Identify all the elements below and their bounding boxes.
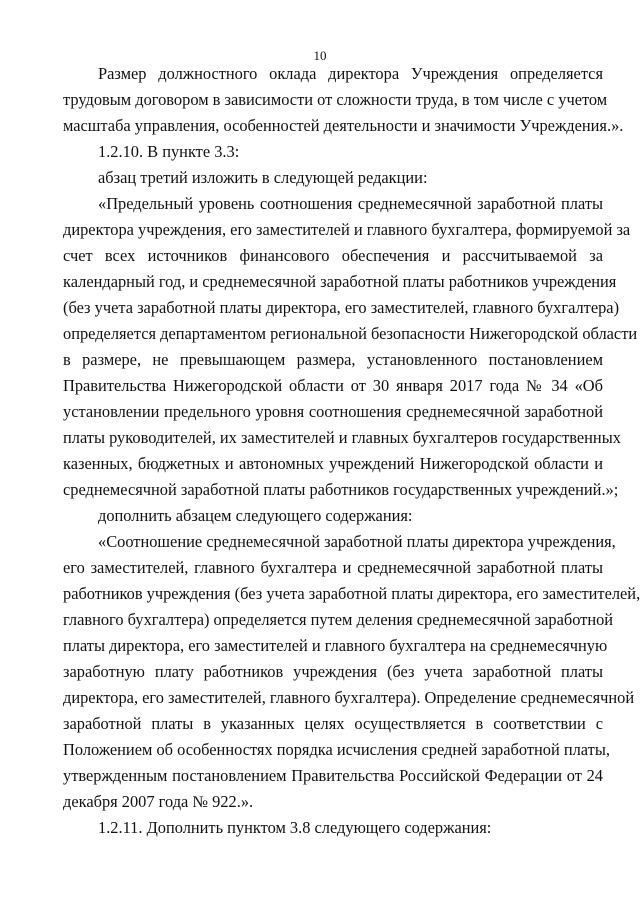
- text-line: главного бухгалтера) определяется путем деления среднемесячной заработной: [63, 610, 614, 629]
- section-heading: 1.2.11. Дополнить пунктом 3.8 следующего содержания:: [98, 818, 492, 837]
- text-line: директора, его заместителей, главного бухгалтера). Определение среднемесячной: [63, 688, 635, 707]
- text-line: счет всех источников финансового обеспечения и рассчитываемой за: [63, 246, 603, 265]
- text-line: Размер должностного оклада директора Учреждения определяется: [98, 64, 603, 83]
- page-number: 10: [313, 48, 327, 63]
- text-line: установлении предельного уровня соотношения среднемесячной заработной: [63, 402, 603, 421]
- text-line: казенных, бюджетных и автономных учреждений Нижегородской области и: [63, 454, 603, 473]
- text-line: Правительства Нижегородской области от 30 января 2017 года № 34 «Об: [63, 376, 603, 395]
- text-line: календарный год, и среднемесячной заработной платы работников учреждения: [63, 272, 617, 291]
- text-line: работников учреждения (без учета заработной платы директора, его заместителей,: [63, 584, 640, 603]
- text-line: «Соотношение среднемесячной заработной платы директора учреждения,: [98, 532, 616, 551]
- text-line: его заместителей, главного бухгалтера и среднемесячной заработной платы: [63, 558, 603, 577]
- text-line: (без учета заработной платы директора, его заместителей, главного бухгалтера): [63, 298, 620, 317]
- text-line: Положением об особенностях порядка исчисления средней заработной платы,: [63, 740, 610, 759]
- text-line: утвержденным постановлением Правительства Российской Федерации от 24: [63, 766, 603, 785]
- text-line: среднемесячной заработной платы работников государственных учреждений.»;: [63, 480, 619, 499]
- text-line: платы руководителей, их заместителей и главных бухгалтеров государственных: [63, 428, 621, 447]
- text-line: декабря 2007 года № 922.».: [63, 792, 254, 811]
- text-line: директора учреждения, его заместителей и главного бухгалтера, формируемой за: [63, 220, 631, 239]
- text-line: платы директора, его заместителей и главного бухгалтера на среднемесячную: [63, 636, 608, 655]
- text-line: трудовым договором в зависимости от сложности труда, в том числе с учетом: [63, 90, 608, 109]
- text-line: абзац третий изложить в следующей редакции:: [98, 168, 428, 187]
- text-line: масштаба управления, особенностей деятельности и значимости Учреждения.».: [63, 116, 624, 135]
- section-heading: 1.2.10. В пункте 3.3:: [98, 142, 240, 161]
- text-line: определяется департаментом региональной безопасности Нижегородской области: [63, 324, 638, 343]
- text-line: «Предельный уровень соотношения среднемесячной заработной платы: [98, 194, 603, 213]
- text-line: заработной платы в указанных целях осуществляется в соответствии с: [63, 714, 603, 733]
- text-line: заработную плату работников учреждения (без учета заработной платы: [63, 662, 603, 681]
- text-line: дополнить абзацем следующего содержания:: [98, 506, 413, 525]
- text-line: в размере, не превышающем размера, установленного постановлением: [63, 350, 603, 369]
